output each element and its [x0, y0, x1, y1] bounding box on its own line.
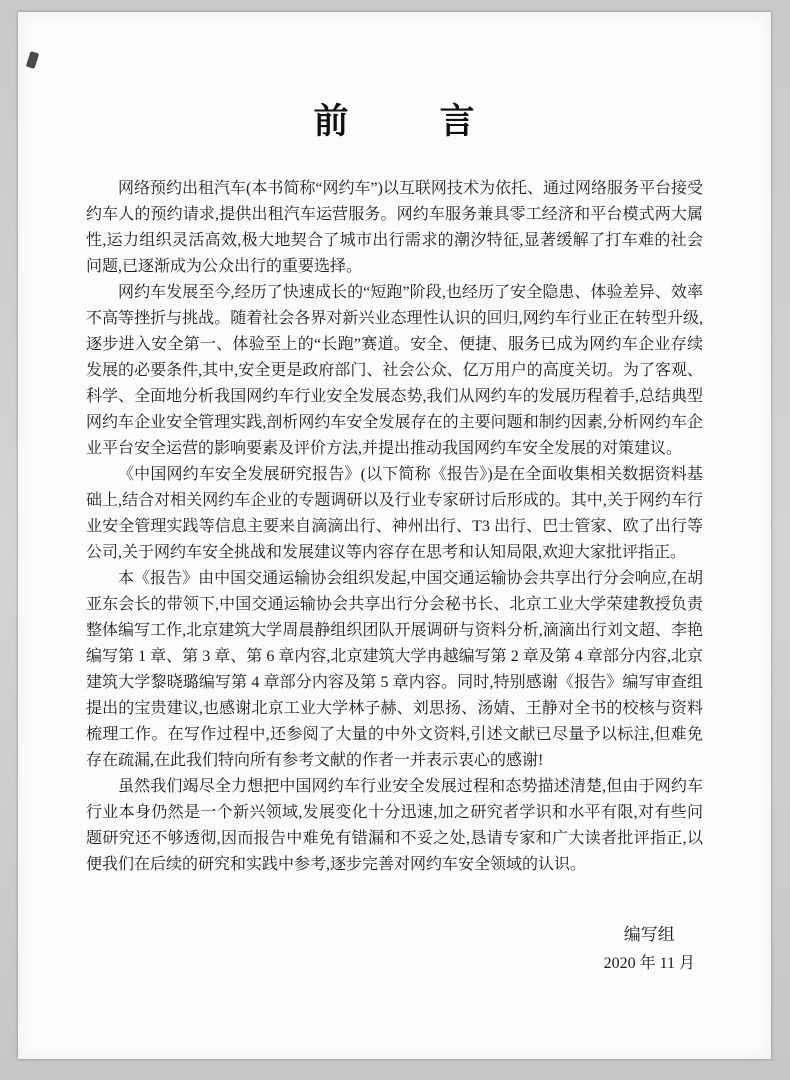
- preface-paragraph: 本《报告》由中国交通运输协会组织发起,中国交通运输协会共享出行分会响应,在胡亚东会长的带领下,中国交通运输协会共享出行分会秘书长、北京工业大学荣建教授负责整体编写工作,北京建筑大学周晨静组织团队开展调研与资料分析,滴滴出行刘文超、李艳编写第 1 章、第 3 章、第 6 章内容,北京建筑大学冉越编写第 2 章及第 4 章部分内容,北京建筑大学黎晓璐编写第 4 章部分内容及第 5 章内容。同时,特别感谢《报告》编写审查组提出的宝贵建议,也感谢北京工业大学林子赫、刘思扬、汤婧、王静对全书的校核与资料梳理工作。在写作过程中,还参阅了大量的中外文资料,引述文献已尽量予以标注,但难免存在疏漏,在此我们特向所有参考文献的作者一并表示衷心的感谢!: [86, 570, 703, 769]
- preface-body: [86, 176, 703, 878]
- signature-group: 编写组: [623, 925, 675, 944]
- book-page: [18, 12, 771, 1059]
- page-title-char-1: 前: [313, 102, 350, 141]
- page-title-char-2: 言: [439, 102, 476, 141]
- signature-inner: [604, 920, 695, 978]
- signature-date: 2020 年 11 月: [603, 955, 695, 972]
- page-title: [18, 94, 771, 144]
- preface-paragraph: 网约车发展至今,经历了快速成长的“短跑”阶段,也经历了安全隐患、体验差异、效率不高等挫折与挑战。随着社会各界对新兴业态理性认识的回归,网约车行业正在转型升级,逐步进入安全第一、体验至上的“长跑”赛道。安全、便捷、服务已成为网约车企业存续发展的必要条件,其中,安全更是政府部门、社会公众、亿万用户的高度关切。为了客观、科学、全面地分析我国网约车行业安全发展态势,我们从网约车的发展历程着手,总结典型网约车企业安全管理实践,剖析网约车安全发展存在的主要问题和制约因素,分析网约车企业平台安全运营的影响要素及评价方法,并提出推动我国网约车安全发展的对策建议。: [86, 284, 703, 457]
- signature-block: [18, 920, 695, 978]
- preface-paragraph: 《中国网约车安全发展研究报告》(以下简称《报告》)是在全面收集相关数据资料基础上,结合对相关网约车企业的专题调研以及行业专家研讨后形成的。其中,关于网约车行业安全管理实践等信息主要来自滴滴出行、神州出行、T3 出行、巴士管家、欧了出行等公司,关于网约车安全挑战和发展建议等内容存在思考和认知局限,欢迎大家批评指正。: [86, 466, 703, 561]
- preface-paragraph: 网络预约出租汽车(本书简称“网约车”)以互联网技术为依托、通过网络服务平台接受约车人的预约请求,提供出租汽车运营服务。网约车服务兼具零工经济和平台模式两大属性,运力组织灵活高效,极大地契合了城市出行需求的潮汐特征,显著缓解了打车难的社会问题,已逐渐成为公众出行的重要选择。: [86, 180, 703, 275]
- preface-paragraph: 虽然我们竭尽全力想把中国网约车行业安全发展过程和态势描述清楚,但由于网约车行业本身仍然是一个新兴领域,发展变化十分迅速,加之研究者学识和水平有限,对有些问题研究还不够透彻,因而报告中难免有错漏和不妥之处,恳请专家和广大读者批评指正,以便我们在后续的研究和实践中参考,逐步完善对网约车安全领域的认识。: [86, 778, 703, 873]
- scan-artifact-mark: [26, 51, 40, 69]
